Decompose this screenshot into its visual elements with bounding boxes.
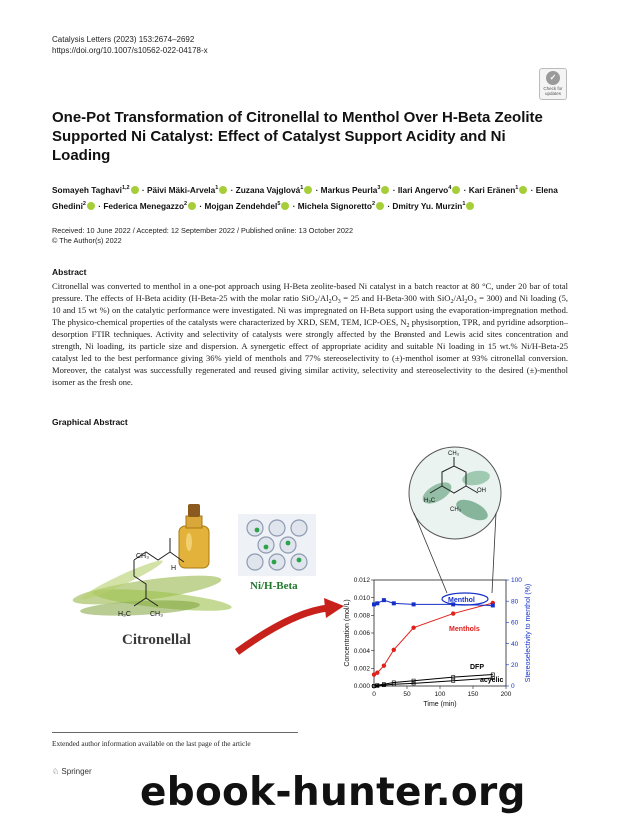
orcid-icon[interactable] bbox=[376, 202, 384, 210]
y-tick-label: 0.004 bbox=[353, 647, 370, 655]
data-point-menthols bbox=[375, 671, 379, 675]
author[interactable] bbox=[469, 185, 529, 195]
author-affiliation: 4 bbox=[448, 185, 452, 191]
author-affiliation: 3 bbox=[377, 185, 381, 191]
author[interactable] bbox=[236, 185, 314, 195]
ch3-label-2: CH₃ bbox=[150, 611, 163, 618]
author-name: Michela Signoretto bbox=[297, 200, 372, 211]
series-label-dfp: DFP bbox=[470, 664, 484, 671]
callout-line-right bbox=[492, 513, 496, 593]
article-dates bbox=[52, 226, 353, 246]
author[interactable] bbox=[204, 201, 290, 211]
catalyst-label: Ni/H-Beta bbox=[250, 580, 298, 592]
check-for-updates-badge[interactable]: ✓ Check for updates bbox=[539, 68, 567, 100]
ch3-label: CH₃ bbox=[136, 553, 149, 560]
data-point-menthol bbox=[392, 601, 396, 605]
graphical-abstract-heading: Graphical Abstract bbox=[52, 417, 128, 427]
article-title: One-Pot Transformation of Citronellal to Menthol Over H-Beta Zeolite Supported Ni Catalyst: Effect of Catalyst Support Acidity and Ni Loading bbox=[52, 109, 543, 164]
author-name: Ilari Angervo bbox=[397, 184, 449, 195]
author[interactable] bbox=[103, 201, 197, 211]
author-name: Federica Menegazzo bbox=[103, 200, 185, 211]
author-name: Zuzana Vajglová bbox=[235, 184, 301, 195]
reaction-arrow-head bbox=[324, 598, 344, 618]
author-affiliation: 2 bbox=[371, 200, 376, 207]
data-point-menthol bbox=[412, 602, 416, 606]
y2-tick-label: 60 bbox=[511, 619, 519, 627]
x-axis-label: Time (min) bbox=[423, 701, 457, 708]
x-tick-label: 100 bbox=[434, 691, 446, 698]
orcid-icon[interactable] bbox=[466, 202, 474, 210]
menthol-ch3-label-2: CH₃ bbox=[450, 507, 462, 513]
author[interactable] bbox=[298, 201, 385, 211]
y-tick-label: 0.000 bbox=[353, 683, 370, 691]
author[interactable] bbox=[52, 185, 140, 195]
reaction-arrow bbox=[237, 608, 328, 652]
series-label-acyclic: acyclic bbox=[480, 677, 504, 684]
menthol-h3c-label: H₃C bbox=[424, 498, 436, 504]
x-tick-label: 200 bbox=[500, 691, 512, 698]
x-tick-label: 50 bbox=[403, 691, 411, 698]
author-name: Dmitry Yu. Murzin bbox=[392, 200, 463, 211]
orcid-icon[interactable] bbox=[219, 186, 227, 194]
orcid-icon[interactable] bbox=[519, 186, 527, 194]
journal-citation: Catalysis Letters (2023) 153:2674–2692 bbox=[52, 35, 195, 44]
h3c-label: H₃C bbox=[118, 611, 131, 618]
y-tick-label: 0.008 bbox=[353, 612, 370, 620]
menthol-oh-label: OH bbox=[477, 488, 486, 494]
y2-tick-label: 80 bbox=[511, 598, 519, 606]
data-point-menthol bbox=[375, 601, 379, 605]
author-name: Somayeh Taghavi bbox=[52, 184, 122, 195]
author[interactable] bbox=[147, 185, 228, 195]
y-tick-label: 0.002 bbox=[353, 665, 370, 673]
data-point-menthols bbox=[392, 648, 396, 652]
author-affiliation: 5 bbox=[277, 200, 281, 207]
copyright-line: © The Author(s) 2022 bbox=[52, 236, 122, 245]
watermark: ebook-hunter.org bbox=[140, 770, 526, 815]
abstract-body: Citronellal was converted to menthol in a one-pot approach using H-Beta zeolite-based Ni catalyst in a batch reactor at 80 °C, under 20 bar of total pressure. The effects of H-Beta acidity (H-Beta-25 with the molar ratio $SiO_2/Al_2O_3 = 25$ and H-Beta-300 with $SiO_2/Al_2O_3 = 300$) and Ni loading (5, 10 and 15 wt %) on the catalytic performance were investigated. Ni was impregnated on H-Beta support using the evaporation-impregnation method. The physico-chemical properties of the catalysts were characterized by XRD, SEM, TEM, ICP-OES, $N_2$ physisorption, TPR, and pyridine adsorption–desorption FTIR techniques. Activity and selectivity of catalysts were strongly affected by the Brønsted and Lewis acid sites concentration and strength, Ni loading, its particle size and dispersion. A synergetic effect of appropriate acidity and suitable Ni loading in 15 wt.% Ni/H-Beta-25 catalyst led to the best performance giving 36% yield of menthols and 77% stereoselectivity to (±)-menthol isomer at 93% citronellal conversion. Moreover, the catalyst was successfully regenerated and reused giving similar activity, selectivity and stereoselectivity to the desired (±)-menthol isomer as the fresh one. bbox=[52, 281, 568, 387]
orcid-icon[interactable] bbox=[381, 186, 389, 194]
kinetics-chart bbox=[344, 577, 532, 708]
publisher-name: Springer bbox=[61, 767, 92, 776]
orcid-icon[interactable] bbox=[87, 202, 95, 210]
plot-frame bbox=[374, 580, 506, 686]
publisher-logo bbox=[52, 767, 92, 776]
orcid-icon[interactable] bbox=[452, 186, 460, 194]
author-list: Somayeh Taghavi$^{1,2}$ · Päivi Mäki-Arvela$^1$ · Zuzana Vajglová$^1$ · Markus Peurla$^3$ · Ilari Angervo$^4$ · Kari Eränen$^1$ · Elena Ghedini$^2$ · Federica Menegazzo$^2$ · Mojgan Zendehdel$^5$ · Michela Signoretto$^2$ · Dmitry Yu. Murzin$^1$ bbox=[52, 184, 558, 211]
publication-history: Received: 10 June 2022 / Accepted: 12 September 2022 / Published online: 13 October 2022 bbox=[52, 226, 354, 235]
orcid-icon[interactable] bbox=[304, 186, 312, 194]
data-point-menthol bbox=[382, 598, 386, 602]
author-affiliation: 1,2 bbox=[121, 185, 130, 191]
footnote-rule bbox=[52, 732, 298, 733]
author-name: Mojgan Zendehdel bbox=[204, 200, 278, 211]
crossmark-icon: ✓ bbox=[546, 71, 560, 85]
orcid-icon[interactable] bbox=[188, 202, 196, 210]
x-tick-label: 150 bbox=[467, 691, 479, 698]
author[interactable] bbox=[392, 201, 475, 211]
orcid-icon[interactable] bbox=[131, 186, 139, 194]
author-affiliation: 1 bbox=[462, 200, 466, 207]
author-affiliation: 1 bbox=[515, 185, 519, 191]
abstract-heading: Abstract bbox=[52, 267, 87, 277]
orcid-icon[interactable] bbox=[281, 202, 289, 210]
author-name: Päivi Mäki-Arvela bbox=[146, 184, 216, 195]
y2-tick-label: 0 bbox=[511, 683, 515, 691]
doi-link[interactable]: https://doi.org/10.1007/s10562-022-04178-x bbox=[52, 46, 208, 55]
author-name: Markus Peurla bbox=[320, 184, 378, 195]
zeolite-illustration bbox=[238, 514, 316, 592]
y2-axis-label: Stereoselectivity to menthol (%) bbox=[525, 583, 532, 683]
author-affiliation: 1 bbox=[300, 185, 304, 191]
data-point-menthols bbox=[382, 663, 386, 667]
springer-horse-icon: ♘ bbox=[52, 767, 60, 776]
author[interactable] bbox=[321, 185, 391, 195]
series-label-menthol: Menthol bbox=[448, 597, 475, 604]
citronellal-illustration bbox=[71, 504, 232, 648]
menthol-ch3-label: CH₃ bbox=[448, 451, 460, 457]
y2-tick-label: 100 bbox=[511, 577, 522, 585]
author-name: Kari Eränen bbox=[468, 184, 516, 195]
y2-tick-label: 40 bbox=[511, 640, 519, 648]
author-affiliation: 2 bbox=[184, 200, 188, 207]
data-point-menthols bbox=[451, 611, 455, 615]
series-label-menthols: Menthols bbox=[449, 626, 480, 633]
y-axis-label: Concentration (mol/L) bbox=[344, 599, 351, 667]
x-tick-label: 0 bbox=[372, 691, 376, 698]
author-name: Elena Ghedini bbox=[52, 184, 558, 211]
y-tick-label: 0.006 bbox=[353, 630, 370, 638]
oil-bottle-icon bbox=[179, 504, 209, 568]
data-point-menthol bbox=[491, 603, 495, 607]
menthol-illustration bbox=[409, 447, 501, 593]
graphical-abstract-figure bbox=[52, 430, 572, 730]
author[interactable] bbox=[398, 185, 461, 195]
footnote: Extended author information available on the last page of the article bbox=[52, 739, 251, 748]
y-tick-label: 0.012 bbox=[353, 577, 370, 585]
author-affiliation: 2 bbox=[82, 200, 86, 207]
y2-tick-label: 20 bbox=[511, 662, 519, 669]
y-tick-label: 0.010 bbox=[353, 594, 370, 602]
author-affiliation: 1 bbox=[215, 185, 219, 191]
data-point-menthols bbox=[411, 626, 415, 630]
h-label: H bbox=[171, 565, 177, 572]
citronellal-label: Citronellal bbox=[122, 632, 191, 648]
journal-header bbox=[52, 34, 208, 56]
